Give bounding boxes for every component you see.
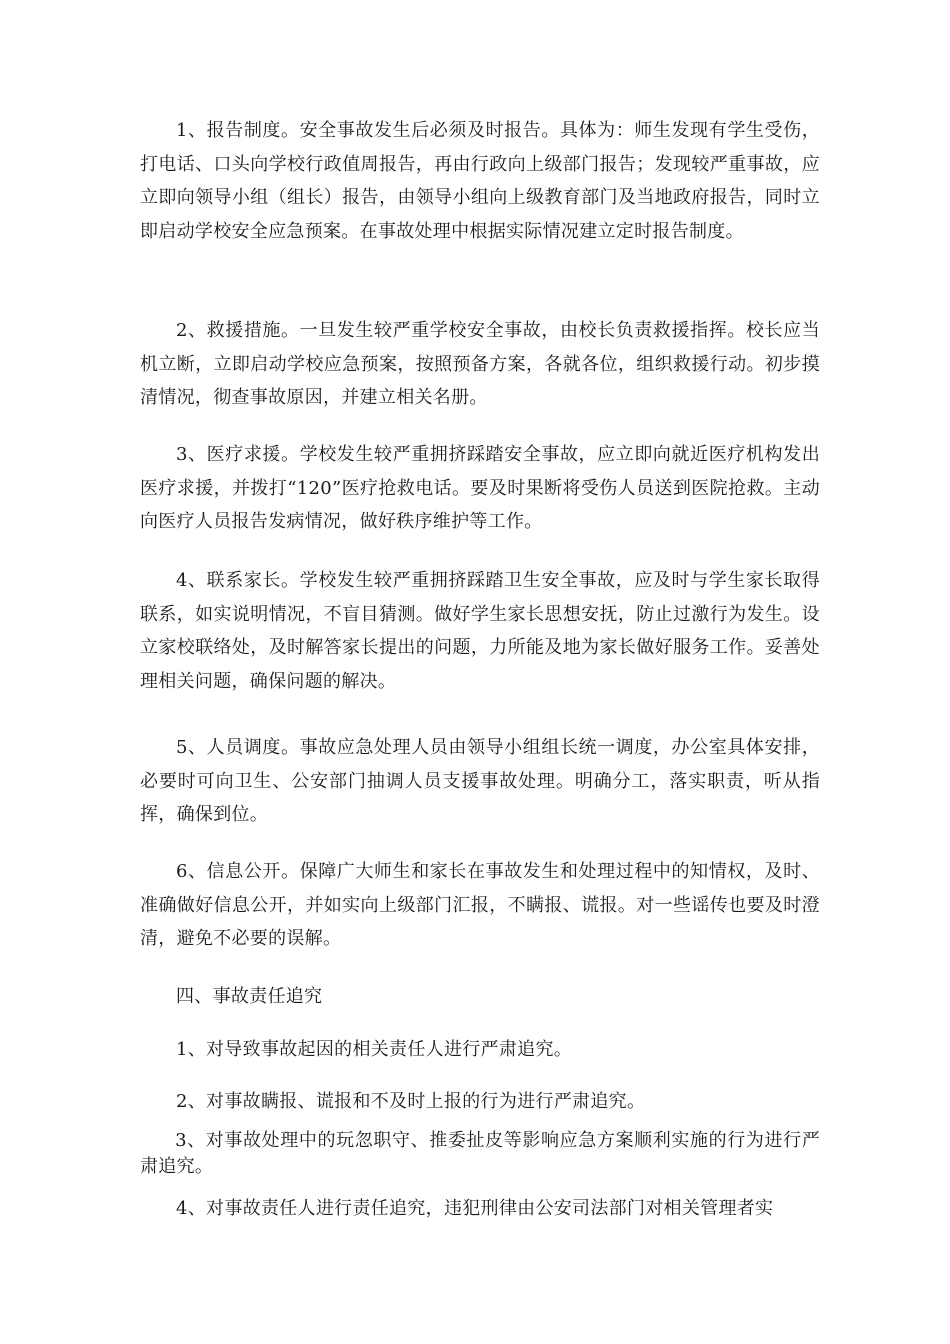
paragraph-personnel-dispatch: 5、人员调度。事故应急处理人员由领导小组组长统一调度，办公室具体安排，必要时可向卫生、公安部门抽调人员支援事故处理。明确分工，落实职责，听从指挥，确保到位。: [140, 737, 820, 825]
paragraph-information-disclosure: 6、信息公开。保障广大师生和家长在事故发生和处理过程中的知情权，及时、准确做好信息公开，并如实向上级部门汇报，不瞒报、谎报。对一些谣传也要及时澄清，避免不必要的误解。: [140, 861, 820, 949]
section-heading: 四、事故责任追究: [176, 986, 323, 1007]
paragraph-rescue-measures: 2、救援措施。一旦发生较严重学校安全事故，由校长负责救援指挥。校长应当机立断，立即启动学校应急预案，按照预备方案，各就各位，组织救援行动。初步摸清情况，彻查事故原因，并建立相关名册。: [140, 320, 820, 408]
paragraph-contact-parents: 4、联系家长。学校发生较严重拥挤踩踏卫生安全事故，应及时与学生家长取得联系，如实说明情况，不盲目猜测。做好学生家长思想安抚，防止过激行为发生。设立家校联络处，及时解答家长提出的问题，力所能及地为家长做好服务工作。妥善处理相关问题，确保问题的解决。: [140, 570, 820, 692]
paragraph-reporting-system: 1、报告制度。安全事故发生后必须及时报告。具体为：师生发现有学生受伤，打电话、口头向学校行政值周报告，再由行政向上级部门报告；发现较严重事故，应立即向领导小组（组长）报告，由领导小组向上级教育部门及当地政府报告，同时立即启动学校安全应急预案。在事故处理中根据实际情况建立定时报告制度。: [140, 120, 820, 242]
accountability-item-3: 3、对事故处理中的玩忽职守、推委扯皮等影响应急方案顺利实施的行为进行严肃追究。: [140, 1130, 820, 1177]
accountability-item-4: 4、对事故责任人进行责任追究，违犯刑律由公安司法部门对相关管理者实: [176, 1198, 774, 1219]
accountability-item-2: 2、对事故瞒报、谎报和不及时上报的行为进行严肃追究。: [176, 1091, 646, 1112]
accountability-item-1: 1、对导致事故起因的相关责任人进行严肃追究。: [176, 1039, 573, 1060]
paragraph-medical-aid: 3、医疗求援。学校发生较严重拥挤踩踏安全事故，应立即向就近医疗机构发出医疗求援，并拨打“120”医疗抢救电话。要及时果断将受伤人员送到医院抢救。主动向医疗人员报告发病情况，做好秩序维护等工作。: [140, 444, 820, 532]
